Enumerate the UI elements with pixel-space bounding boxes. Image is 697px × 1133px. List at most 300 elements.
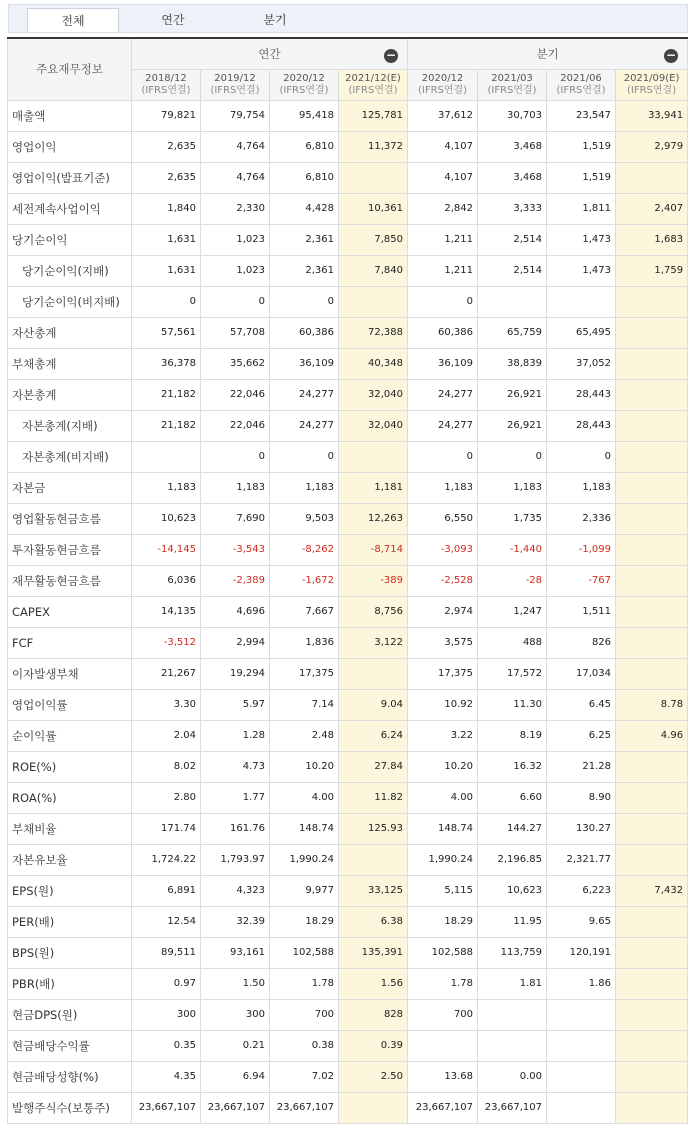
table-cell: 3,333 <box>478 193 547 224</box>
table-cell <box>478 286 547 317</box>
period-basis: (IFRS연결) <box>626 84 677 96</box>
table-cell: 11.95 <box>478 906 547 937</box>
table-cell: 7,667 <box>270 596 339 627</box>
table-cell <box>616 162 688 193</box>
annual-group-label: 연간 <box>258 46 281 61</box>
table-cell: 23,667,107 <box>478 1092 547 1123</box>
table-cell: 0 <box>132 286 201 317</box>
table-cell: 0.21 <box>201 1030 270 1061</box>
table-cell: -8,262 <box>270 534 339 565</box>
table-cell: 24,277 <box>408 410 478 441</box>
table-cell: 113,759 <box>478 937 547 968</box>
period-date: 2019/12 <box>214 72 256 84</box>
table-cell: 148.74 <box>270 813 339 844</box>
table-row <box>8 658 688 689</box>
table-cell: 8.90 <box>547 782 616 813</box>
table-cell: 1,836 <box>270 627 339 658</box>
table-cell: 9.04 <box>339 689 408 720</box>
table-row <box>8 720 688 751</box>
table-cell <box>616 782 688 813</box>
table-cell: 22,046 <box>201 379 270 410</box>
table-row <box>8 968 688 999</box>
row-label: 자본총계(지배) <box>8 410 132 441</box>
table-cell: 19,294 <box>201 658 270 689</box>
table-body <box>8 100 688 1123</box>
table-cell: 2,407 <box>616 193 688 224</box>
annual-group-header <box>132 38 408 69</box>
table-cell: 4,696 <box>201 596 270 627</box>
table-cell: -1,440 <box>478 534 547 565</box>
table-cell: 12.54 <box>132 906 201 937</box>
table-cell: 7,432 <box>616 875 688 906</box>
table-cell: 1,183 <box>132 472 201 503</box>
table-cell: 95,418 <box>270 100 339 131</box>
table-row <box>8 317 688 348</box>
table-cell: 26,921 <box>478 410 547 441</box>
table-row <box>8 162 688 193</box>
row-label: 영업이익(발표기준) <box>8 162 132 193</box>
table-cell <box>616 1030 688 1061</box>
table-cell: 828 <box>339 999 408 1030</box>
tab-quarterly[interactable]: 분기 <box>263 13 287 27</box>
table-cell: 23,667,107 <box>408 1092 478 1123</box>
table-row <box>8 379 688 410</box>
table-cell: 11,372 <box>339 131 408 162</box>
table-cell: 1,519 <box>547 162 616 193</box>
table-cell <box>547 1030 616 1061</box>
table-cell: 22,046 <box>201 410 270 441</box>
table-cell <box>339 286 408 317</box>
table-cell: 1,183 <box>201 472 270 503</box>
table-cell: 18.29 <box>408 906 478 937</box>
period-header <box>201 69 270 100</box>
table-cell <box>616 596 688 627</box>
table-cell <box>339 1092 408 1123</box>
table-cell: 8.78 <box>616 689 688 720</box>
table-cell <box>132 441 201 472</box>
table-cell: 17,034 <box>547 658 616 689</box>
table-cell: -1,099 <box>547 534 616 565</box>
table-cell: 21,182 <box>132 410 201 441</box>
table-cell: 1.56 <box>339 968 408 999</box>
table-cell: 6,223 <box>547 875 616 906</box>
table-cell: 1,511 <box>547 596 616 627</box>
table-cell: 1,473 <box>547 255 616 286</box>
table-cell: 2.48 <box>270 720 339 751</box>
table-cell: 33,125 <box>339 875 408 906</box>
table-cell <box>616 1061 688 1092</box>
table-row <box>8 1061 688 1092</box>
table-cell: 0 <box>547 441 616 472</box>
period-date: 2021/03 <box>491 72 533 84</box>
period-basis: (IFRS연결) <box>487 84 537 96</box>
table-cell <box>547 1061 616 1092</box>
period-basis: (IFRS연결) <box>348 84 398 96</box>
table-cell: 13.68 <box>408 1061 478 1092</box>
table-row <box>8 100 688 131</box>
table-row <box>8 1030 688 1061</box>
table-cell: 60,386 <box>408 317 478 348</box>
table-cell: 2,635 <box>132 131 201 162</box>
table-cell: 28,443 <box>547 379 616 410</box>
table-cell: 21,182 <box>132 379 201 410</box>
period-header <box>132 69 201 100</box>
table-cell: -3,512 <box>132 627 201 658</box>
table-cell: 10,361 <box>339 193 408 224</box>
table-cell: 1.77 <box>201 782 270 813</box>
row-label: 현금배당수익률 <box>8 1030 132 1061</box>
table-cell <box>616 410 688 441</box>
table-cell <box>616 658 688 689</box>
table-row <box>8 565 688 596</box>
table-cell: 2,635 <box>132 162 201 193</box>
table-row <box>8 751 688 782</box>
table-cell <box>339 441 408 472</box>
period-basis: (IFRS연결) <box>556 84 606 96</box>
row-label: 부채비율 <box>8 813 132 844</box>
period-header <box>408 69 478 100</box>
table-cell: 65,759 <box>478 317 547 348</box>
table-row <box>8 534 688 565</box>
table-cell: 89,511 <box>132 937 201 968</box>
table-cell: 30,703 <box>478 100 547 131</box>
table-cell: 23,547 <box>547 100 616 131</box>
table-cell: 1,631 <box>132 255 201 286</box>
table-cell: 1,735 <box>478 503 547 534</box>
row-label: 자본금 <box>8 472 132 503</box>
row-label: 세전계속사업이익 <box>8 193 132 224</box>
table-cell: 102,588 <box>270 937 339 968</box>
row-label: FCF <box>8 627 132 658</box>
table-cell: 24,277 <box>270 410 339 441</box>
table-cell: 171.74 <box>132 813 201 844</box>
period-header <box>547 69 616 100</box>
table-cell: 135,391 <box>339 937 408 968</box>
row-label: ROA(%) <box>8 782 132 813</box>
table-row <box>8 596 688 627</box>
row-label: PER(배) <box>8 906 132 937</box>
period-date: 2020/12 <box>283 72 325 84</box>
table-cell: 6,550 <box>408 503 478 534</box>
table-cell: 1.81 <box>478 968 547 999</box>
table-cell <box>339 658 408 689</box>
table-cell <box>616 503 688 534</box>
table-cell: 40,348 <box>339 348 408 379</box>
row-label: 자산총계 <box>8 317 132 348</box>
table-row <box>8 472 688 503</box>
table-row <box>8 937 688 968</box>
table-cell: 1,683 <box>616 224 688 255</box>
table-cell: 3,122 <box>339 627 408 658</box>
table-cell: 0.39 <box>339 1030 408 1061</box>
table-cell: 2,321.77 <box>547 844 616 875</box>
table-cell: 1,793.97 <box>201 844 270 875</box>
table-cell: 700 <box>270 999 339 1030</box>
table-cell: 57,708 <box>201 317 270 348</box>
table-cell: 2.80 <box>132 782 201 813</box>
table-cell: 2,336 <box>547 503 616 534</box>
row-label: 현금DPS(원) <box>8 999 132 1030</box>
table-cell: 1,519 <box>547 131 616 162</box>
table-cell: 12,263 <box>339 503 408 534</box>
table-cell: 2,361 <box>270 224 339 255</box>
table-cell: 4,428 <box>270 193 339 224</box>
table-cell: 8.02 <box>132 751 201 782</box>
table-cell: 0 <box>408 441 478 472</box>
table-cell: 27.84 <box>339 751 408 782</box>
table-cell: 2,994 <box>201 627 270 658</box>
table-row <box>8 286 688 317</box>
table-row <box>8 441 688 472</box>
table-row <box>8 813 688 844</box>
table-cell: 4.73 <box>201 751 270 782</box>
row-label: 현금배당성향(%) <box>8 1061 132 1092</box>
period-date: 2021/06 <box>560 72 602 84</box>
table-cell <box>616 968 688 999</box>
table-cell: 6.94 <box>201 1061 270 1092</box>
table-cell: 2,196.85 <box>478 844 547 875</box>
table-cell: 700 <box>408 999 478 1030</box>
table-cell <box>616 844 688 875</box>
table-row <box>8 255 688 286</box>
table-cell: 1.78 <box>270 968 339 999</box>
table-cell: 14,135 <box>132 596 201 627</box>
table-cell <box>616 1092 688 1123</box>
table-cell: 1,473 <box>547 224 616 255</box>
table-cell <box>616 534 688 565</box>
table-cell: 6.38 <box>339 906 408 937</box>
table-cell <box>616 317 688 348</box>
table-row <box>8 627 688 658</box>
table-cell: 102,588 <box>408 937 478 968</box>
table-cell: -28 <box>478 565 547 596</box>
table-cell: 1.50 <box>201 968 270 999</box>
table-cell: 1,183 <box>478 472 547 503</box>
table-cell: -3,543 <box>201 534 270 565</box>
table-cell: 38,839 <box>478 348 547 379</box>
row-label: 이자발생부채 <box>8 658 132 689</box>
period-basis: (IFRS연결) <box>417 84 468 96</box>
table-cell: 1,183 <box>270 472 339 503</box>
table-cell: 32.39 <box>201 906 270 937</box>
table-cell: 72,388 <box>339 317 408 348</box>
table-cell <box>478 1030 547 1061</box>
table-cell: 0 <box>270 286 339 317</box>
collapse-quarter-icon[interactable]: − <box>666 48 677 62</box>
table-row <box>8 844 688 875</box>
table-cell: 2,330 <box>201 193 270 224</box>
row-label: 자본총계(비지배) <box>8 441 132 472</box>
table-cell: 826 <box>547 627 616 658</box>
quarter-group-header <box>408 38 688 69</box>
table-cell: 4,764 <box>201 162 270 193</box>
tab-annual[interactable]: 연간 <box>161 13 185 27</box>
table-cell: 1,840 <box>132 193 201 224</box>
table-cell <box>616 565 688 596</box>
tab-all[interactable]: 전체 <box>27 8 119 32</box>
footer-note <box>330 1127 690 1133</box>
table-cell: 36,378 <box>132 348 201 379</box>
table-cell: 16.32 <box>478 751 547 782</box>
table-cell: 28,443 <box>547 410 616 441</box>
table-cell <box>547 1092 616 1123</box>
collapse-annual-icon[interactable]: − <box>386 48 397 62</box>
table-row <box>8 782 688 813</box>
table-cell: 6,891 <box>132 875 201 906</box>
table-cell: 2,842 <box>408 193 478 224</box>
table-cell: 2,979 <box>616 131 688 162</box>
period-basis: (IFRS연결) <box>210 84 260 96</box>
table-cell: 300 <box>201 999 270 1030</box>
row-label: 영업이익 <box>8 131 132 162</box>
row-label: 영업이익률 <box>8 689 132 720</box>
table-row <box>8 224 688 255</box>
table-cell: 6,810 <box>270 162 339 193</box>
table-cell: 37,612 <box>408 100 478 131</box>
table-cell: 17,375 <box>270 658 339 689</box>
table-cell: 36,109 <box>270 348 339 379</box>
table-cell: 0 <box>270 441 339 472</box>
row-label: PBR(배) <box>8 968 132 999</box>
table-cell: 1,759 <box>616 255 688 286</box>
table-cell: 3,468 <box>478 162 547 193</box>
row-label: 부채총계 <box>8 348 132 379</box>
table-cell: 79,754 <box>201 100 270 131</box>
table-cell: 36,109 <box>408 348 478 379</box>
table-cell: -389 <box>339 565 408 596</box>
table-cell: -767 <box>547 565 616 596</box>
table-cell: 79,821 <box>132 100 201 131</box>
table-cell: 23,667,107 <box>201 1092 270 1123</box>
row-label: 자본총계 <box>8 379 132 410</box>
table-cell: 1,211 <box>408 255 478 286</box>
table-cell: 1.28 <box>201 720 270 751</box>
row-label: 당기순이익(지배) <box>8 255 132 286</box>
table-row <box>8 131 688 162</box>
table-cell: 17,572 <box>478 658 547 689</box>
table-cell: 4.96 <box>616 720 688 751</box>
table-cell: 5,115 <box>408 875 478 906</box>
period-date: 2021/12(E) <box>345 72 401 84</box>
period-date: 2021/09(E) <box>623 72 680 84</box>
table-row <box>8 193 688 224</box>
table-cell: 9.65 <box>547 906 616 937</box>
table-cell: 1,990.24 <box>408 844 478 875</box>
table-corner-label: 주요재무정보 <box>8 38 132 100</box>
table-cell: 144.27 <box>478 813 547 844</box>
table-cell: 6.60 <box>478 782 547 813</box>
table-cell: 4.00 <box>270 782 339 813</box>
table-cell <box>616 999 688 1030</box>
table-cell: 10.20 <box>408 751 478 782</box>
row-label: 재무활동현금흐름 <box>8 565 132 596</box>
table-cell <box>616 348 688 379</box>
row-label: 매출액 <box>8 100 132 131</box>
table-cell: 37,052 <box>547 348 616 379</box>
table-cell: 3.30 <box>132 689 201 720</box>
table-cell: 4,323 <box>201 875 270 906</box>
table-cell: 488 <box>478 627 547 658</box>
table-row <box>8 1092 688 1123</box>
table-cell: 0 <box>201 441 270 472</box>
table-cell: 9,503 <box>270 503 339 534</box>
table-cell: 7,840 <box>339 255 408 286</box>
table-cell: 18.29 <box>270 906 339 937</box>
row-label: EPS(원) <box>8 875 132 906</box>
table-cell: 4.00 <box>408 782 478 813</box>
table-cell: 60,386 <box>270 317 339 348</box>
table-cell: 65,495 <box>547 317 616 348</box>
table-cell: 0.00 <box>478 1061 547 1092</box>
table-cell: 32,040 <box>339 379 408 410</box>
table-cell: 1.86 <box>547 968 616 999</box>
table-cell: 161.76 <box>201 813 270 844</box>
period-basis: (IFRS연결) <box>279 84 329 96</box>
table-cell: 2.04 <box>132 720 201 751</box>
table-cell: 10,623 <box>478 875 547 906</box>
table-cell: 1,181 <box>339 472 408 503</box>
table-cell: 11.82 <box>339 782 408 813</box>
table-cell: 7,690 <box>201 503 270 534</box>
table-cell <box>547 999 616 1030</box>
table-cell: 4,764 <box>201 131 270 162</box>
table-cell: 24,277 <box>408 379 478 410</box>
table-cell: -3,093 <box>408 534 478 565</box>
table-row <box>8 348 688 379</box>
table-cell: 6.25 <box>547 720 616 751</box>
table-cell: 1,724.22 <box>132 844 201 875</box>
table-cell <box>616 286 688 317</box>
table-cell: 125.93 <box>339 813 408 844</box>
table-cell: 6,810 <box>270 131 339 162</box>
period-header <box>478 69 547 100</box>
row-label: CAPEX <box>8 596 132 627</box>
period-date: 2020/12 <box>421 72 464 84</box>
row-label: BPS(원) <box>8 937 132 968</box>
table-cell: 57,561 <box>132 317 201 348</box>
table-cell: 1,183 <box>547 472 616 503</box>
table-cell: 1,990.24 <box>270 844 339 875</box>
table-cell: 120,191 <box>547 937 616 968</box>
table-cell: 10.20 <box>270 751 339 782</box>
table-cell: 1,811 <box>547 193 616 224</box>
table-cell: 1,631 <box>132 224 201 255</box>
table-cell: 5.97 <box>201 689 270 720</box>
table-cell: 33,941 <box>616 100 688 131</box>
table-cell <box>616 627 688 658</box>
table-cell: 1.78 <box>408 968 478 999</box>
table-cell: 3,468 <box>478 131 547 162</box>
table-cell: 148.74 <box>408 813 478 844</box>
table-cell <box>616 472 688 503</box>
row-label: 발행주식수(보통주) <box>8 1092 132 1123</box>
table-cell <box>616 379 688 410</box>
table-cell: 2,361 <box>270 255 339 286</box>
table-cell: -1,672 <box>270 565 339 596</box>
table-cell: 10.92 <box>408 689 478 720</box>
table-cell: 93,161 <box>201 937 270 968</box>
row-label: 영업활동현금흐름 <box>8 503 132 534</box>
table-cell: 300 <box>132 999 201 1030</box>
table-cell: 0 <box>201 286 270 317</box>
table-cell: 7.02 <box>270 1061 339 1092</box>
table-cell: 6.45 <box>547 689 616 720</box>
table-row <box>8 999 688 1030</box>
financial-summary-table <box>7 37 688 1124</box>
table-cell <box>339 162 408 193</box>
table-cell: 4,107 <box>408 131 478 162</box>
table-cell: 0 <box>408 286 478 317</box>
